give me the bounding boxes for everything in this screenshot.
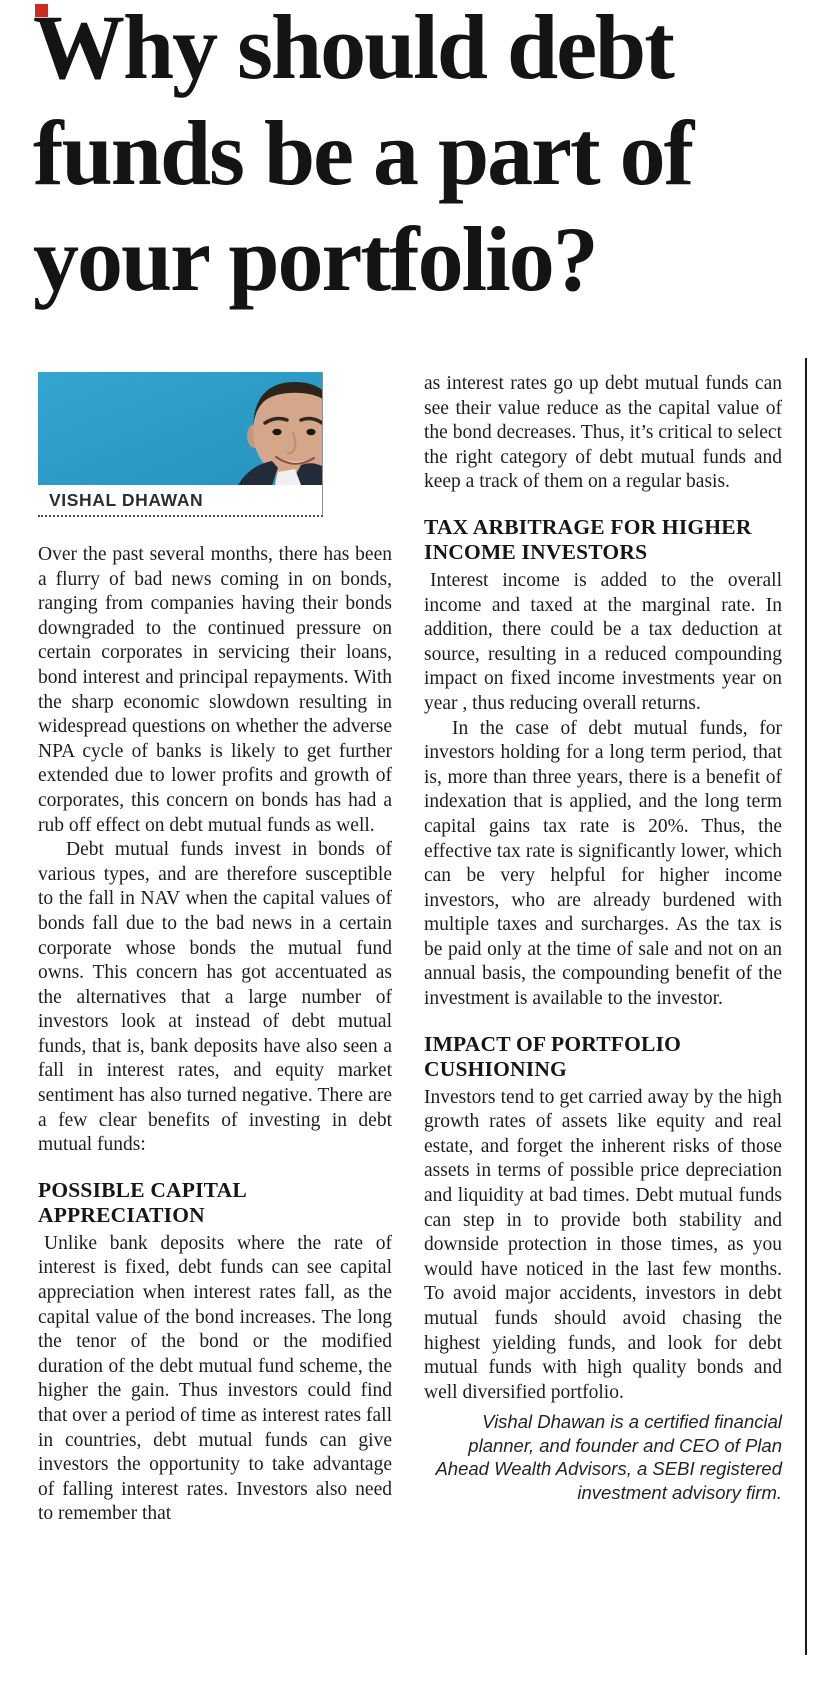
article-headline xyxy=(33,0,803,312)
paragraph-debt-funds-invest: Debt mutual funds invest in bonds of various types, and are therefore susceptible to the fall in NAV when the capital values of bonds fall due to the bad news in a certain corporate whose bonds the mutual fund owns. This concern has got accentuated as the alternatives that a large number of investors look at instead of debt mutual funds, that is, bank deposits have also seen a fall in interest rates, and equity market sentiment has also turned negative. There are a few clear benefits of investing in debt mutual funds: xyxy=(38,839,392,1156)
paragraph-portfolio-cushioning: Investors tend to get carried away by the high growth rates of assets like equity and real estate, and forget the inherent risks of those assets in terms of possible price depreciation and liquidity at bad times. Debt mutual funds can step in to provide both stability and downside protection in those times, as you would have noticed in the last few months. To avoid major accidents, investors in debt mutual funds should avoid chasing the highest yielding funds, and look for debt mutual funds with high quality bonds and well diversified portfolio. xyxy=(424,1086,782,1403)
author-card xyxy=(38,372,323,517)
column-divider xyxy=(805,358,807,1655)
headline-line-2: funds be a part of xyxy=(33,102,693,204)
author-name: VISHAL DHAWAN xyxy=(38,485,322,515)
paragraph-capital-appreciation: Unlike bank deposits where the rate of interest is fixed, debt funds can see capital appreciation when interest rates fall, as the capital value of the bond increases. The long the tenor of the bond or the modified duration of the debt mutual fund scheme, the higher the gain. Thus investors could find that over a period of time as interest rates fall in countries, debt mutual funds can give investors the opportunity to take advantage of falling interest rates. Investors also need to remember that xyxy=(38,1232,392,1525)
headline-line-3: your portfolio? xyxy=(33,208,597,310)
author-portrait-illustration xyxy=(38,372,322,485)
author-bio-footer: Vishal Dhawan is a certified financial planner, and founder and CEO of Plan Ahead Wealth Advisors, a SEBI registered investment advisory firm. xyxy=(435,1411,782,1503)
section-heading-possible-capital-appreciation: POSSIBLE CAPITAL APPRECIATION xyxy=(38,1177,246,1228)
article-column-right xyxy=(424,372,782,1504)
paragraph-intro: Over the past several months, there has been a flurry of bad news coming in on bonds, ranging from companies having their bonds downgraded to the continued pressure on certain corporates in servicing their loans, bond interest and principal repayments. With the sharp economic slowdown resulting in widespread questions on whether the adverse NPA cycle of banks is likely to get further extended due to lower profits and growth of corporates, this concern on bonds has had a rub off effect on debt mutual funds as well. xyxy=(38,544,392,836)
section-heading-portfolio-cushioning: IMPACT OF PORTFOLIO CUSHIONING xyxy=(424,1031,682,1082)
section-heading-tax-arbitrage: TAX ARBITRAGE FOR HIGHER INCOME INVESTORS xyxy=(424,514,752,565)
headline-line-1: Why should debt xyxy=(33,0,673,98)
author-photo xyxy=(38,372,322,485)
paragraph-rates-continuation: as interest rates go up debt mutual funds can see their value reduce as the capital value of the bond decreases. Thus, it’s critical to select the right category of debt mutual funds and keep a track of them on a regular basis. xyxy=(424,373,782,493)
paragraph-indexation-benefit: In the case of debt mutual funds, for investors holding for a long term period, that is, more than three years, there is a benefit of indexation that is applied, and the long term capital gains tax rate is 20%. Thus, the effective tax rate is significantly lower, which can be very helpful for higher income investors, who are already burdened with multiple taxes and surcharges. As the tax is be paid only at the time of sale and not on an annual basis, the compounding benefit of the investment is available to the investor. xyxy=(424,717,782,1010)
article-column-left xyxy=(38,543,392,1527)
paragraph-interest-income: Interest income is added to the overall income and taxed at the marginal rate. In addition, there could be a tax deduction at source, resulting in a reduced compounding impact on fixed income investments year on year , thus reducing overall returns. xyxy=(424,569,782,714)
